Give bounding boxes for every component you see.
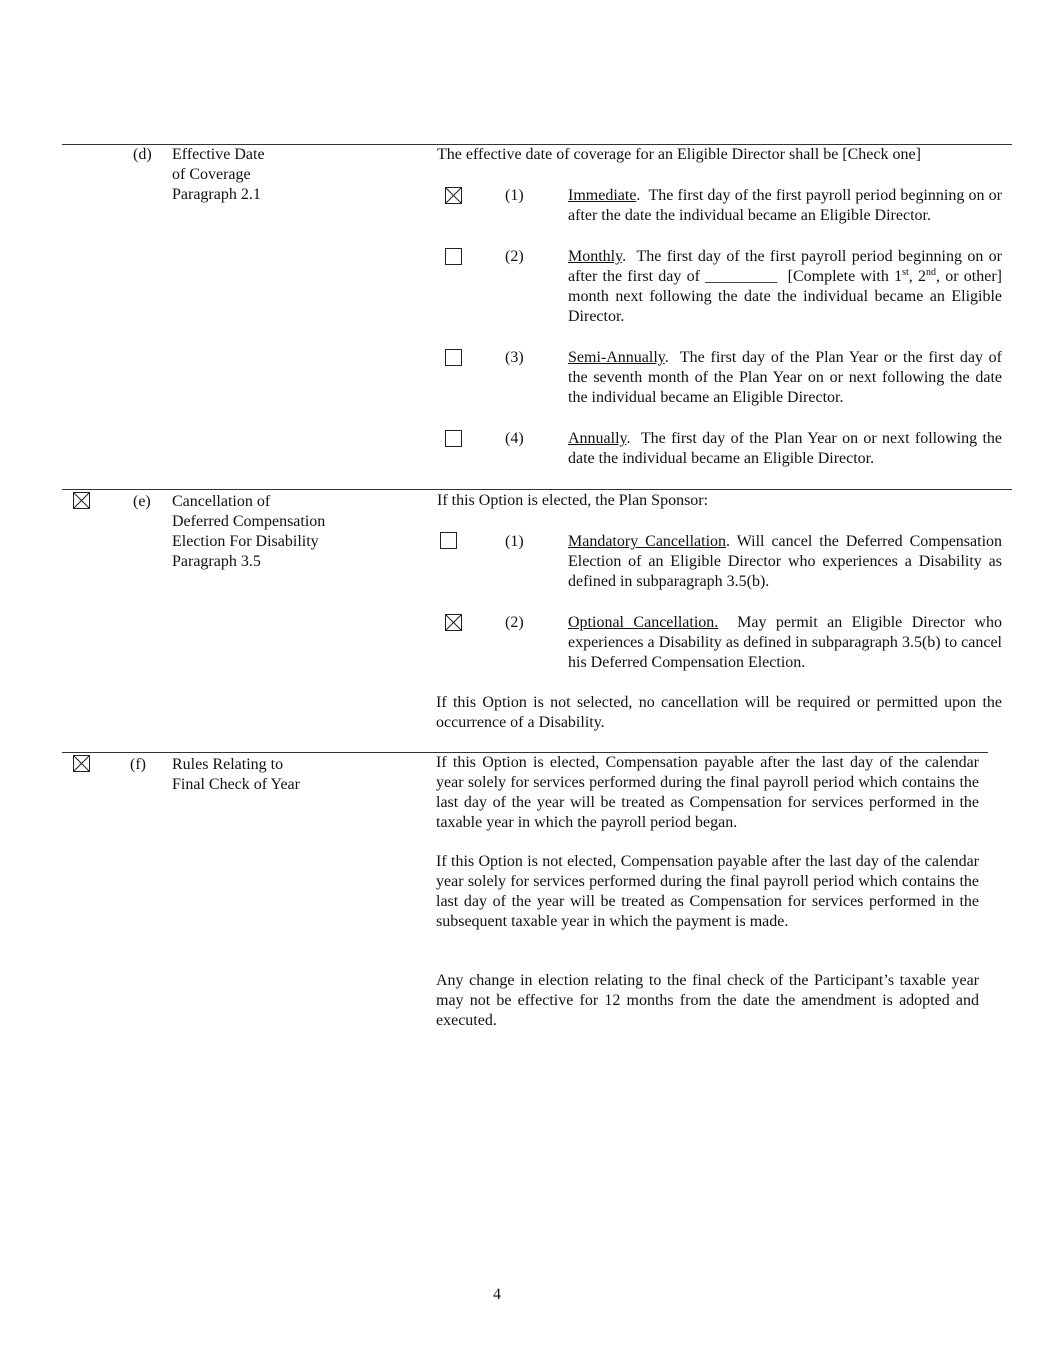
section-e-option-2-text bbox=[568, 613, 1006, 673]
section-f-letter: (f) bbox=[130, 756, 146, 773]
section-d-option-3-number: (3) bbox=[505, 349, 524, 366]
option-heading-punct: . bbox=[636, 187, 641, 204]
section-f-checkbox[interactable] bbox=[73, 755, 90, 772]
check-x-icon bbox=[74, 756, 89, 771]
section-e-title bbox=[172, 492, 412, 572]
option-heading-punct: . bbox=[664, 349, 669, 366]
section-d-option-3-text bbox=[568, 348, 1006, 408]
check-x-icon bbox=[446, 188, 461, 203]
option-body: The first day of the first payroll period beginning on or after the first day of _________ [Complete with 1 bbox=[568, 248, 1006, 285]
superscript-nd: nd bbox=[926, 267, 937, 278]
section-d-title bbox=[172, 145, 412, 205]
section-f-title bbox=[172, 755, 412, 795]
section-e-title-line: Cancellation of bbox=[172, 493, 271, 510]
section-e-option-1-checkbox[interactable] bbox=[440, 532, 457, 549]
superscript-st: st bbox=[902, 267, 909, 278]
section-d-option-2-text bbox=[568, 247, 1006, 327]
option-heading: Mandatory Cancellation bbox=[568, 533, 727, 550]
section-e-footer: If this Option is not selected, no cancellation will be required or permitted upon the occurrence of a Disability. bbox=[436, 694, 1002, 731]
option-heading: Immediate bbox=[568, 187, 637, 204]
section-d-intro: The effective date of coverage for an Eligible Director shall be [Check one] bbox=[437, 146, 921, 163]
section-f-paragraph-2: If this Option is not elected, Compensation payable after the last day of the calendar year solely for services performed during the final payroll period which contains the last day of the year will be treated as Compensation for services performed in the subsequent taxable year in which the payment is made. bbox=[436, 853, 979, 930]
check-x-icon bbox=[74, 493, 89, 508]
section-d-option-1-number: (1) bbox=[505, 187, 524, 204]
option-heading-punct: . bbox=[626, 430, 631, 447]
option-heading: Annually bbox=[568, 430, 627, 447]
section-e-option-1-text bbox=[568, 532, 1002, 592]
section-e-checkbox[interactable] bbox=[73, 492, 90, 509]
section-f-title-line: Final Check of Year bbox=[172, 776, 300, 793]
section-e-title-line: Deferred Compensation bbox=[172, 513, 326, 530]
section-d-title-line: of Coverage bbox=[172, 166, 251, 183]
section-e-option-2-checkbox[interactable] bbox=[445, 614, 462, 631]
option-body: , 2 bbox=[908, 268, 927, 285]
check-x-icon bbox=[446, 615, 461, 630]
section-d-option-3-checkbox[interactable] bbox=[445, 349, 462, 366]
section-d-option-1-text bbox=[568, 186, 1006, 226]
section-f-paragraph-3: Any change in election relating to the final check of the Participant’s taxable year may not be effective for 12 months from the date the amendment is adopted and executed. bbox=[436, 972, 979, 1029]
section-f-paragraph-1: If this Option is elected, Compensation payable after the last day of the calendar year solely for services performed during the final payroll period which contains the last day of the year will be treated as Compensation for services performed in the taxable year in which the payroll period began. bbox=[436, 754, 979, 831]
section-d-option-1-checkbox[interactable] bbox=[445, 187, 462, 204]
section-e-title-line: Paragraph 3.5 bbox=[172, 553, 261, 570]
section-d-option-4-checkbox[interactable] bbox=[445, 430, 462, 447]
section-e-option-1-number: (1) bbox=[505, 533, 524, 550]
section-e-option-2-number: (2) bbox=[505, 614, 524, 631]
section-f-title-line: Rules Relating to bbox=[172, 756, 284, 773]
section-d-title-line: Effective Date bbox=[172, 146, 265, 163]
option-body: Will cancel the Deferred Compensation Election of an Eligible Director who experiences a Disability as defined in subparagraph 3.5(b). bbox=[568, 533, 1003, 590]
section-e-top-rule bbox=[62, 489, 1012, 490]
option-body: The first day of the Plan Year or the first day of the seventh month of the Plan Year on or next following the date the individual became an Eligible Director. bbox=[568, 349, 1006, 406]
option-heading: Monthly bbox=[568, 248, 623, 265]
option-heading: Optional Cancellation. bbox=[568, 614, 719, 631]
section-d-title-line: Paragraph 2.1 bbox=[172, 186, 261, 203]
option-body: The first day of the Plan Year on or next following the date the individual became an Eligible Director. bbox=[568, 430, 1006, 467]
option-heading: Semi-Annually bbox=[568, 349, 665, 366]
section-d-option-4-number: (4) bbox=[505, 430, 524, 447]
section-e-intro: If this Option is elected, the Plan Sponsor: bbox=[437, 492, 709, 509]
section-d-option-2-number: (2) bbox=[505, 248, 524, 265]
option-body: May permit an Eligible Director who experiences a Disability as defined in subparagraph 3.5(b) to cancel his Deferred Compensation Election. bbox=[568, 614, 1006, 671]
option-body: The first day of the first payroll period beginning on or after the date the individual became an Eligible Director. bbox=[568, 187, 1006, 224]
section-e-letter: (e) bbox=[133, 493, 151, 510]
section-d-option-4-text bbox=[568, 429, 1006, 469]
section-d-letter: (d) bbox=[133, 146, 152, 163]
page-number: 4 bbox=[493, 1286, 501, 1303]
option-heading-punct: . bbox=[622, 248, 627, 265]
section-e-title-line: Election For Disability bbox=[172, 533, 319, 550]
option-body: , or other] month next following the date the individual became an Eligible Director. bbox=[568, 268, 1003, 325]
option-heading-punct: . bbox=[726, 533, 731, 550]
section-d-option-2-checkbox[interactable] bbox=[445, 248, 462, 265]
